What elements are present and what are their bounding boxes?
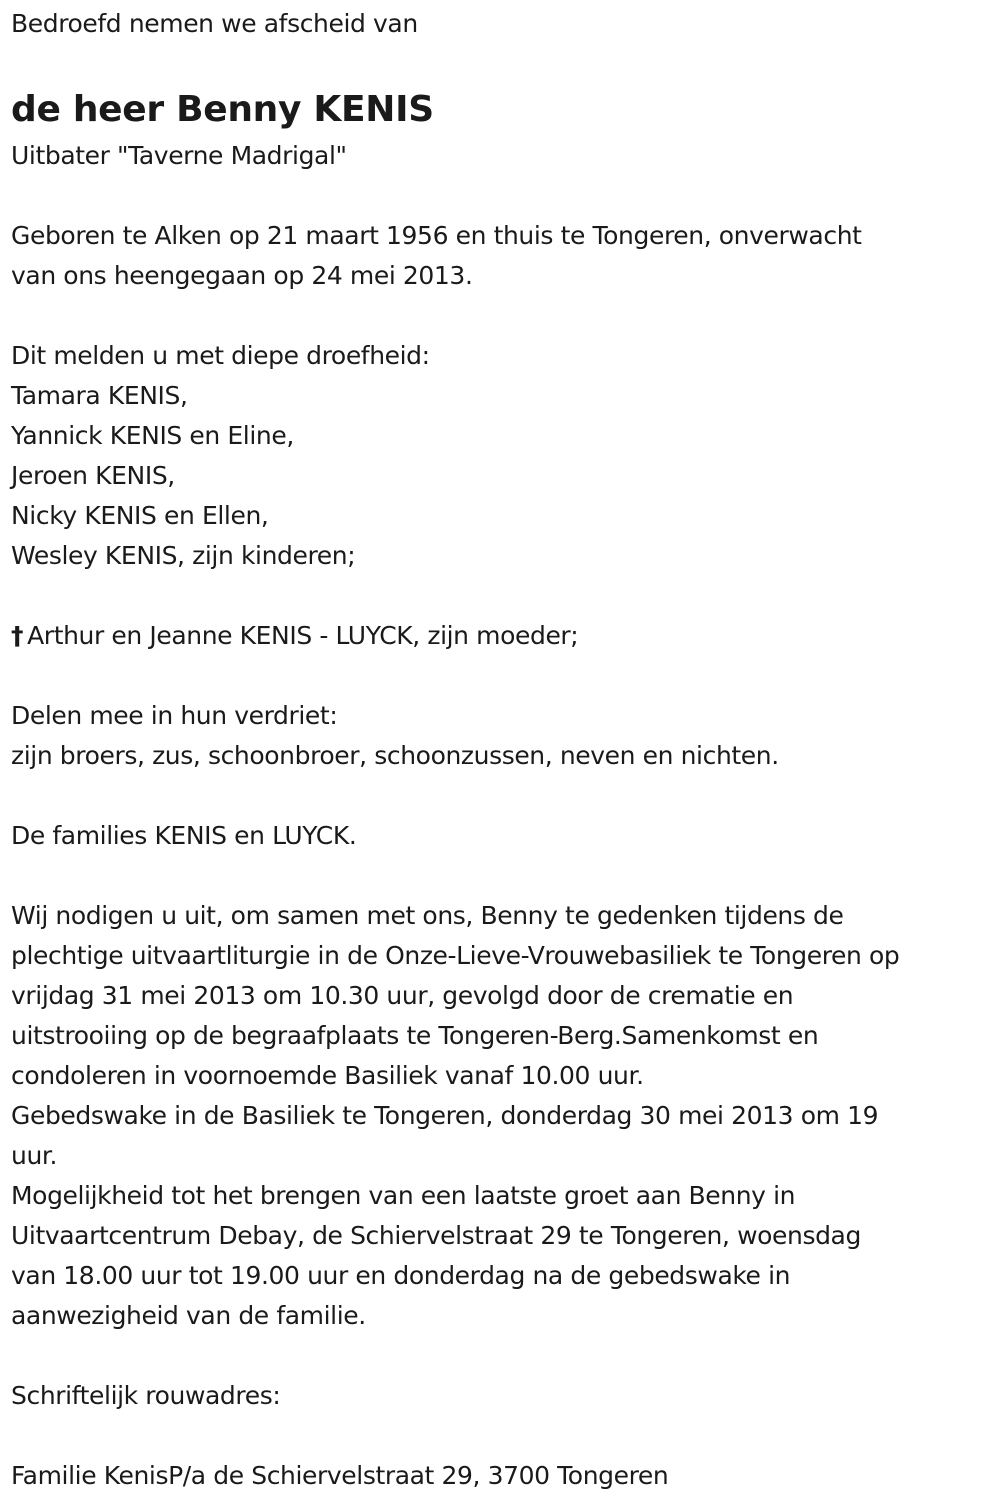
birth-death-line: van ons heengegaan op 24 mei 2013.: [11, 261, 473, 290]
ceremony-line: Mogelijkheid tot het brengen van een laatste groet aan Benny in: [11, 1181, 796, 1210]
deceased-name: de heer Benny KENIS: [11, 89, 434, 130]
ceremony-line: condoleren in voornoemde Basiliek vanaf 10.00 uur.: [11, 1061, 644, 1090]
cross-icon: †: [11, 621, 24, 650]
child-entry: Tamara KENIS,: [11, 381, 188, 410]
parents-text: Arthur en Jeanne KENIS - LUYCK, zijn moeder;: [27, 621, 579, 650]
child-entry: Nicky KENIS en Ellen,: [11, 501, 269, 530]
parents-entry: [11, 616, 996, 656]
child-entry: Wesley KENIS, zijn kinderen;: [11, 541, 356, 570]
relatives-text: zijn broers, zus, schoonbroer, schoonzussen, neven en nichten.: [11, 741, 779, 770]
spacer: [11, 1416, 996, 1456]
child-entry: Jeroen KENIS,: [11, 461, 175, 490]
families-text: De families KENIS en LUYCK.: [11, 821, 357, 850]
ceremony-line: plechtige uitvaartliturgie in de Onze-Lieve-Vrouwebasiliek te Tongeren op: [11, 941, 900, 970]
announcers-intro: Dit melden u met diepe droefheid:: [11, 341, 430, 370]
ceremony-line: van 18.00 uur tot 19.00 uur en donderdag na de gebedswake in: [11, 1261, 791, 1290]
spacer: [11, 656, 996, 696]
spacer: [11, 576, 996, 616]
occupation: Uitbater "Taverne Madrigal": [11, 141, 347, 170]
birth-death-line: Geboren te Alken op 21 maart 1956 en thuis te Tongeren, onverwacht: [11, 221, 862, 250]
spacer: [11, 776, 996, 816]
spacer: [11, 44, 996, 84]
ceremony-line: Wij nodigen u uit, om samen met ons, Benny te gedenken tijdens de: [11, 901, 844, 930]
intro-text: Bedroefd nemen we afscheid van: [11, 9, 418, 38]
ceremony-line: aanwezigheid van de familie.: [11, 1301, 366, 1330]
spacer: [11, 1336, 996, 1376]
spacer: [11, 176, 996, 216]
child-entry: Yannick KENIS en Eline,: [11, 421, 294, 450]
spacer: [11, 856, 996, 896]
ceremony-line: vrijdag 31 mei 2013 om 10.30 uur, gevolgd door de crematie en: [11, 981, 794, 1010]
ceremony-line: uitstrooiing op de begraafplaats te Tongeren-Berg.Samenkomst en: [11, 1021, 819, 1050]
address-intro: Schriftelijk rouwadres:: [11, 1381, 281, 1410]
ceremony-line: Gebedswake in de Basiliek te Tongeren, donderdag 30 mei 2013 om 19: [11, 1101, 879, 1130]
ceremony-line: uur.: [11, 1141, 58, 1170]
death-notice: [11, 4, 996, 1496]
spacer: [11, 296, 996, 336]
sharing-intro: Delen mee in hun verdriet:: [11, 701, 338, 730]
ceremony-line: Uitvaartcentrum Debay, de Schiervelstraat 29 te Tongeren, woensdag: [11, 1221, 861, 1250]
mourning-address: Familie KenisP/a de Schiervelstraat 29, 3700 Tongeren: [11, 1461, 669, 1490]
